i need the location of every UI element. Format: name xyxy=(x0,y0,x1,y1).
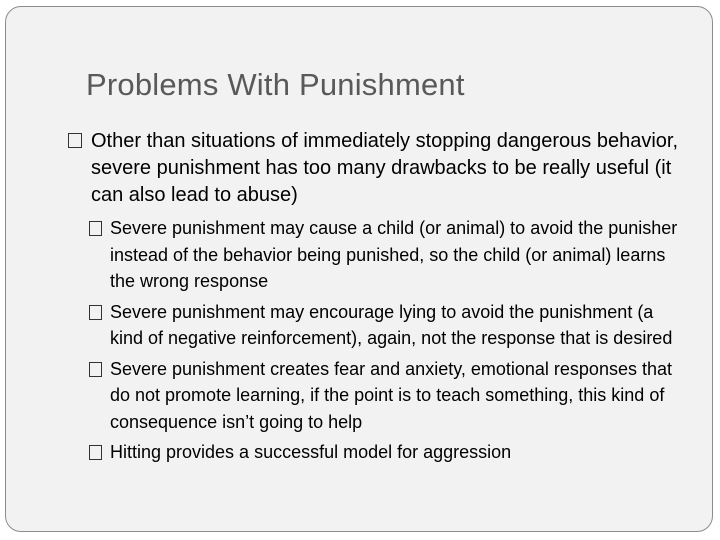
square-bullet-icon xyxy=(68,133,82,148)
slide-title: Problems With Punishment xyxy=(86,67,465,102)
slide-frame xyxy=(5,6,713,532)
sub-bullet-text: Severe punishment creates fear and anxiety, emotional responses that do not promote learning, if the point is to teach something, this kind of consequence isn’t going to help xyxy=(110,358,672,432)
main-bullet xyxy=(68,128,688,209)
sub-bullet xyxy=(88,299,688,352)
sub-bullet-text: Severe punishment may cause a child (or animal) to avoid the punisher instead of the behavior being punished, so the child (or animal) learns the wrong response xyxy=(110,218,678,291)
sub-bullet xyxy=(88,356,688,436)
sub-bullet-text: Hitting provides a successful model for aggression xyxy=(110,442,512,462)
square-bullet-icon xyxy=(89,305,102,320)
sub-bullet xyxy=(88,439,688,466)
square-bullet-icon xyxy=(89,362,102,377)
main-bullet-text: Other than situations of immediately stopping dangerous behavior, severe punishment has too many drawbacks to be really useful (it can also lead to abuse) xyxy=(91,130,679,206)
square-bullet-icon xyxy=(89,221,102,236)
sub-bullet xyxy=(88,215,688,295)
sub-bullet-text: Severe punishment may encourage lying to avoid the punishment (a kind of negative reinforcement), again, not the response that is desired xyxy=(110,301,673,348)
sub-bullet-list xyxy=(88,215,688,470)
square-bullet-icon xyxy=(89,445,102,460)
